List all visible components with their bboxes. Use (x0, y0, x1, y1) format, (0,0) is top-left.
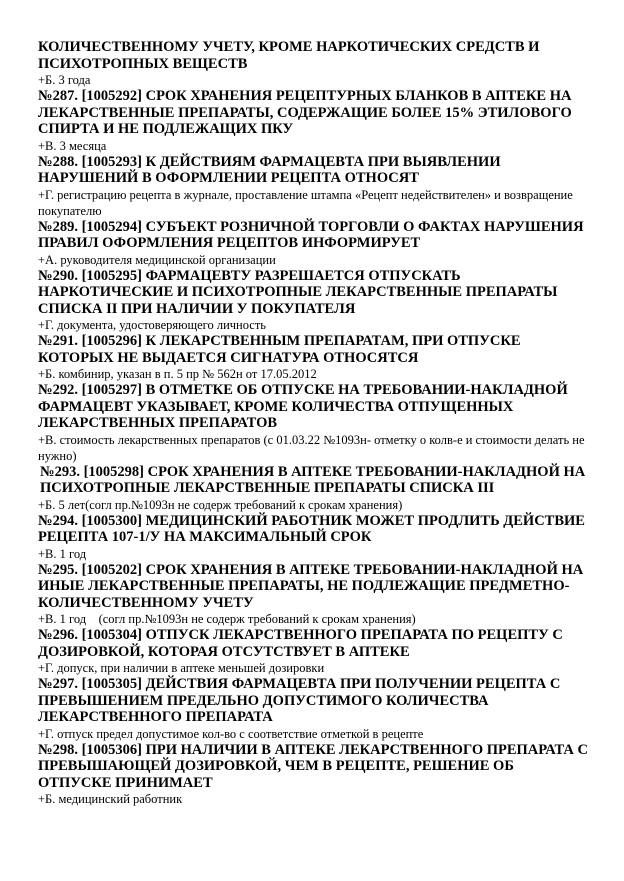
question-text: №287. [1005292] СРОК ХРАНЕНИЯ РЕЦЕПТУРНЫХ БЛАНКОВ В АПТЕКЕ НА ЛЕКАРСТВЕННЫЕ ПРЕПАРАТЫ, СОДЕРЖАЩИЕ БОЛЕЕ 15% ЭТИЛОВОГО СПИРТА И НЕ ПОДЛЕЖАЩИХ ПКУ (38, 88, 572, 137)
answer-text: +В. 1 год (согл пр.№1093н не содерж требований к срокам хранения) (38, 612, 416, 626)
question-text: №288. [1005293] К ДЕЙСТВИЯМ ФАРМАЦЕВТА ПРИ ВЫЯВЛЕНИИ НАРУШЕНИЙ В ОФОРМЛЕНИИ РЕЦЕПТА ОТНОСЯТ (38, 153, 501, 186)
question-text: КОЛИЧЕСТВЕННОМУ УЧЕТУ, КРОМЕ НАРКОТИЧЕСКИХ СРЕДСТВ И ПСИХОТРОПНЫХ ВЕЩЕСТВ (38, 39, 540, 72)
question-text: №296. [1005304] ОТПУСК ЛЕКАРСТВЕННОГО ПРЕПАРАТА ПО РЕЦЕПТУ С ДОЗИРОВКОЙ, КОТОРАЯ ОТСУТСТВУЕТ В АПТЕКЕ (38, 627, 563, 660)
question-text: №289. [1005294] СУБЪЕКТ РОЗНИЧНОЙ ТОРГОВЛИ О ФАКТАХ НАРУШЕНИЯ ПРАВИЛ ОФОРМЛЕНИЯ РЕЦЕПТОВ ИНФОРМИРУЕТ (38, 218, 584, 251)
answer-text: +Б. 5 лет(согл пр.№1093н не содерж требований к срокам хранения) (38, 497, 403, 512)
question-text: №291. [1005296] К ЛЕКАРСТВЕННЫМ ПРЕПАРАТАМ, ПРИ ОТПУСКЕ КОТОРЫХ НЕ ВЫДАЕТСЯ СИГНАТУРА ОТНОСЯТСЯ (38, 333, 521, 366)
question-text: №298. [1005306] ПРИ НАЛИЧИИ В АПТЕКЕ ЛЕКАРСТВЕННОГО ПРЕПАРАТА С ПРЕВЫШАЮЩЕЙ ДОЗИРОВКОЙ, ЧЕМ В РЕЦЕПТЕ, РЕШЕНИЕ ОБ ОТПУСКЕ ПРИНИМАЕТ (38, 741, 588, 791)
question-text: №294. [1005300] МЕДИЦИНСКИЙ РАБОТНИК МОЖЕТ ПРОДЛИТЬ ДЕЙСТВИЕ РЕЦЕПТА 107-1/У НА МАКСИМАЛЬНЫЙ СРОК (38, 512, 585, 545)
answer-text: +В. стоимость лекарственных препаратов (с 01.03.22 №1093н- отметку о колв-е и стоимости делать не нужно) (38, 432, 585, 463)
answer-text: +В. 3 месяца (38, 138, 107, 153)
question-text: №293. [1005298] СРОК ХРАНЕНИЯ В АПТЕКЕ ТРЕБОВАНИИ-НАКЛАДНОЙ НА ПСИХОТРОПНЫЕ ЛЕКАРСТВЕННЫЕ ПРЕПАРАТЫ СПИСКА III (40, 463, 586, 496)
answer-text: +Г. отпуск предел допустимое кол-во с соответствие отметкой в рецепте (38, 726, 424, 741)
answer-text: +Б. медицинский работник (38, 792, 183, 806)
answer-text: +А. руководителя медицинской организации (38, 252, 276, 267)
answer-text: +Б. 3 года (38, 73, 91, 87)
answer-text: +Г. регистрацию рецепта в журнале, проставление штампа «Рецепт недействителен» и возвращение покупателю (38, 187, 573, 218)
answer-text: +Г. допуск, при наличии в аптеке меньшей дозировки (38, 661, 325, 675)
answer-text: +Г. документа, удостоверяющего личность (38, 318, 267, 332)
answer-text: +В. 1 год (38, 546, 87, 561)
question-text: №295. [1005202] СРОК ХРАНЕНИЯ В АПТЕКЕ ТРЕБОВАНИИ-НАКЛАДНОЙ НА ИНЫЕ ЛЕКАРСТВЕННЫЕ ПРЕПАРАТЫ, НЕ ПОДЛЕЖАЩИЕ ПРЕДМЕТНО-КОЛИЧЕСТВЕННОМУ УЧЕТУ (38, 561, 584, 611)
document-page (38, 39, 590, 807)
question-text: №292. [1005297] В ОТМЕТКЕ ОБ ОТПУСКЕ НА ТРЕБОВАНИИ-НАКЛАДНОЙ ФАРМАЦЕВТ УКАЗЫВАЕТ, КРОМЕ КОЛИЧЕСТВА ОТПУЩЕННЫХ ЛЕКАРСТВЕННЫХ ПРЕПАРАТОВ (38, 382, 568, 431)
question-text: №297. [1005305] ДЕЙСТВИЯ ФАРМАЦЕВТА ПРИ ПОЛУЧЕНИИ РЕЦЕПТА С ПРЕВЫШЕНИЕМ ПРЕДЕЛЬНО ДОПУСТИМОГО КОЛИЧЕСТВА ЛЕКАРСТВЕННОГО ПРЕПАРАТА (38, 676, 561, 725)
question-text: №290. [1005295] ФАРМАЦЕВТУ РАЗРЕШАЕТСЯ ОТПУСКАТЬ НАРКОТИЧЕСКИЕ И ПСИХОТРОПНЫЕ ЛЕКАРСТВЕННЫЕ ПРЕПАРАТЫ СПИСКА II ПРИ НАЛИЧИИ У ПОКУПАТЕЛЯ (38, 267, 558, 317)
answer-text: +Б. комбинир, указан в п. 5 пр № 562н от 17.05.2012 (38, 367, 317, 381)
